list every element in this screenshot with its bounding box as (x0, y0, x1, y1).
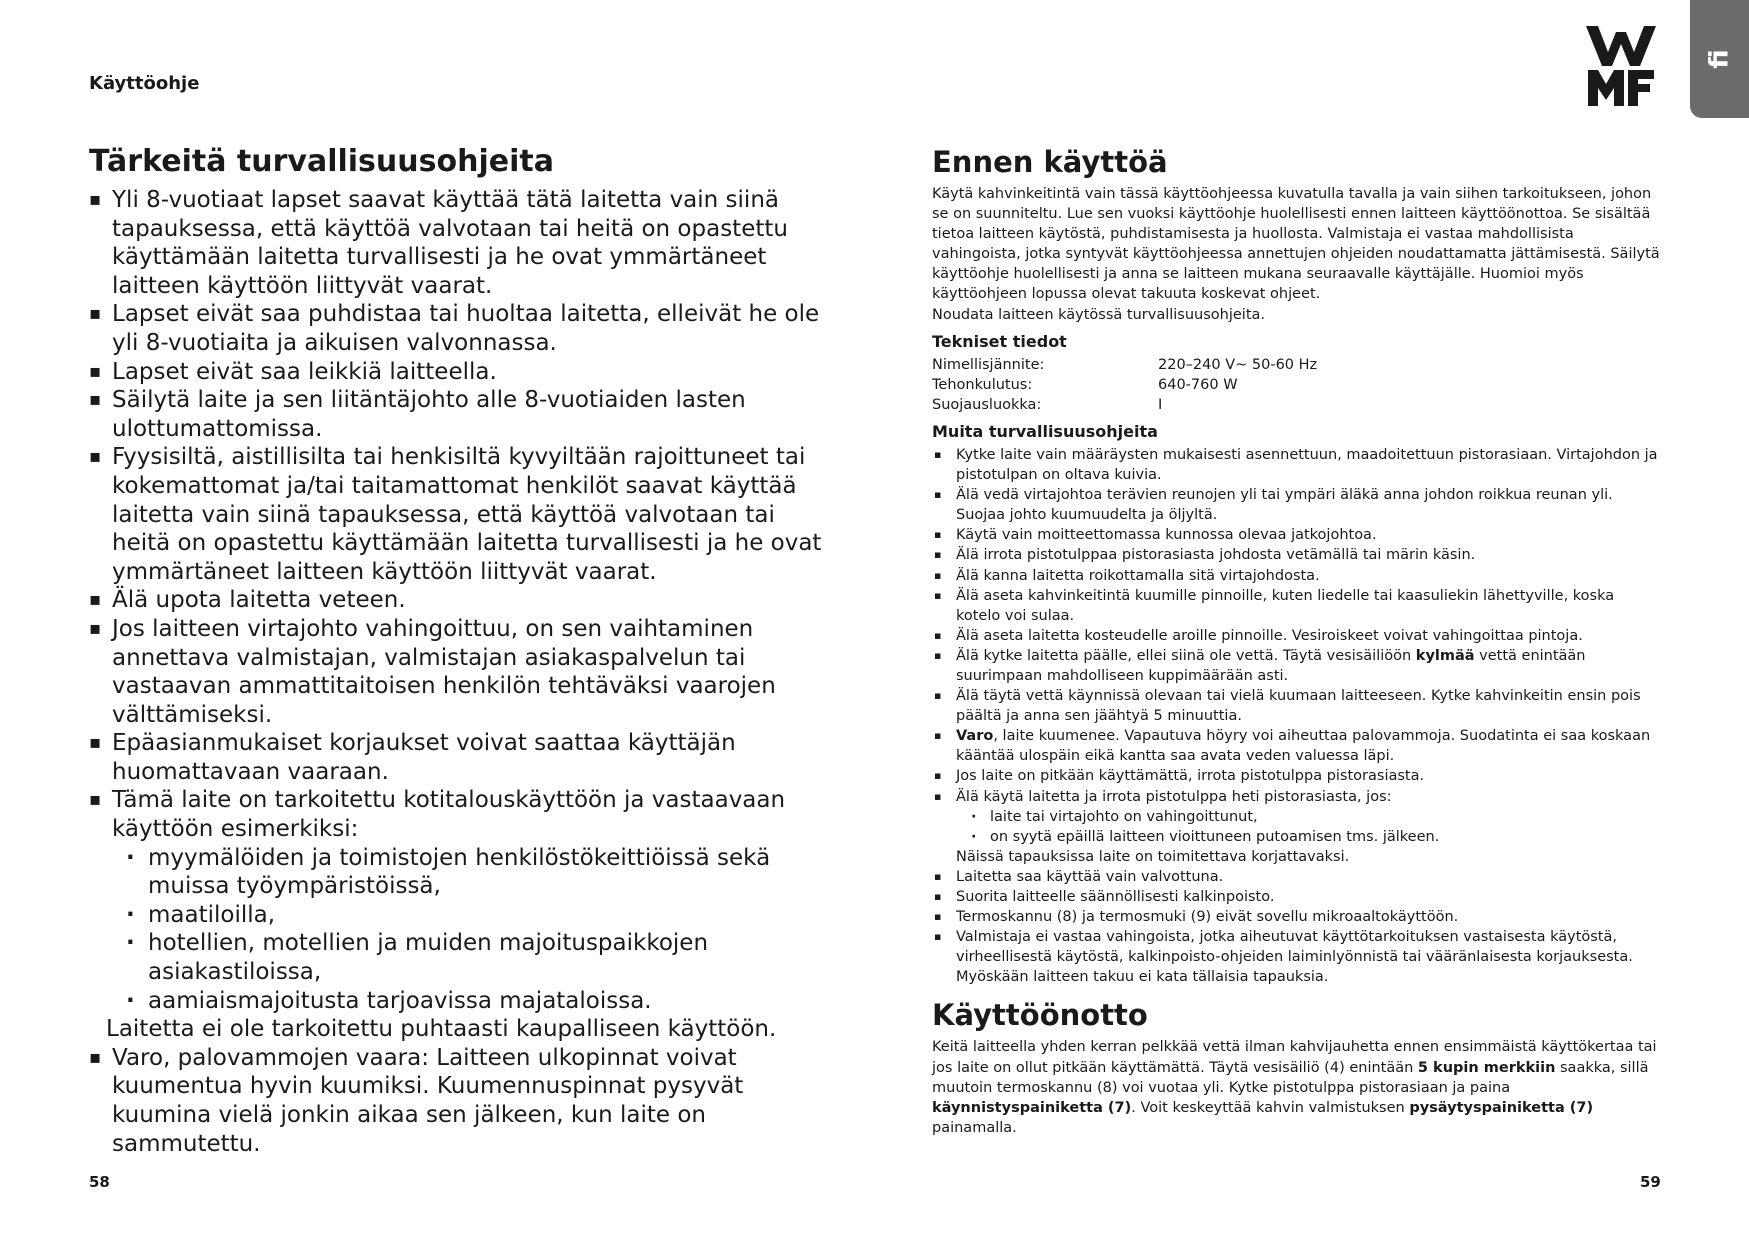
list-item (932, 726, 1662, 766)
list-item: ▪ Älä upota laitetta veteen. (89, 586, 829, 615)
list-item: ▪ Käytä vain moitteettomassa kunnossa olevaa jatkojohtoa. (932, 525, 1662, 545)
list-item: ▪ Lapset eivät saa leikkiä laitteella. (89, 358, 829, 387)
safety-list (89, 186, 829, 1015)
list-item: ▪ Älä kanna laitetta roikottamalla sitä virtajohdosta. (932, 566, 1662, 586)
before-use-title: Ennen käyttöä (932, 145, 1168, 179)
text: saakka, sillä muutoin termoskannu (8) voi vuotaa yli. Kytke pistotulppa pistorasiaan ja paina (932, 1059, 1649, 1096)
other-safety-list (932, 445, 1662, 988)
specs-title: Tekniset tiedot (932, 331, 1067, 351)
text: painamalla. (932, 1119, 1017, 1136)
first-use-paragraph (932, 1037, 1662, 1137)
list-item: ▪ Lapset eivät saa puhdistaa tai huoltaa laitetta, elleivät he ole yli 8-vuotiaita ja aikuisen valvonnassa. (89, 300, 829, 357)
language-tab (1690, 0, 1749, 118)
list-item: ▪ Jos laitteen virtajohto vahingoittuu, on sen vaihtaminen annettava valmistajan, valmistajan asiakaspalvelun tai vastaavan ammattitaitoisen henkilön tehtäväksi vaarojen välttämiseksi. (89, 615, 829, 729)
bold-text: pysäytyspainiketta (7) (1409, 1099, 1594, 1116)
bold-text: kylmää (1415, 647, 1475, 664)
wmf-logo (1586, 26, 1656, 106)
sub-list-item: · hotellien, motellien ja muiden majoituspaikkojen asiakastiloissa, (124, 929, 829, 986)
text: vettä enintään suurimpaan mahdolliseen kuppimäärään asti. (956, 647, 1586, 684)
list-item: ▪ Epäasianmukaiset korjaukset voivat saattaa käyttäjän huomattavaan vaaraan. (89, 729, 829, 786)
sub-list-item: · laite tai virtajohto on vahingoittunut, (968, 807, 1662, 827)
list-item-text: Tämä laite on tarkoitettu kotitalouskäyttöön ja vastaavaan käyttöön esimerkiksi: (112, 787, 786, 843)
list-item: ▪ Fyysisiltä, aistillisilta tai henkisiltä kyvyiltään rajoittuneet tai kokemattomat ja/tai taitamattomat henkilöt saavat käyttää laitetta vain siinä tapauksessa, että käyttöä valvotaan tai heitä on opastettu käyttämään laitetta turvallisesti ja he ovat ymmärtäneet laitteen käyttöön liittyvät vaarat. (89, 443, 829, 586)
list-item: ▪ Älä vedä virtajohtoa terävien reunojen yli tai ympäri äläkä anna johdon roikkua reunan yli. Suojaa johto kuumuudelta ja öljyltä. (932, 485, 1662, 525)
intro-paragraph: Käytä kahvinkeitintä vain tässä käyttöohjeessa kuvatulla tavalla ja vain siihen tarkoitukseen, johon se on suunniteltu. Lue sen vuoksi käyttöohje huolellisesti ennen laitteen käyttöönottoa. Se sisältää tietoa laitteen käytöstä, puhdistamisesta ja huollosta. Valmistaja ei vastaa mahdollisista vahingoista, jotka syntyvät käyttöohjeessa annettujen ohjeiden noudattamatta jättämisestä. Säilytä käyttöohje huolellisesti ja anna se laitteen mukana seuraavalle käyttäjälle. Huomioi myös käyttöohjeen lopussa olevat takuuta koskevat ohjeet. (932, 186, 1660, 303)
list-item (932, 787, 1662, 867)
text: Keitä laitteella yhden kerran pelkkää vettä ilman kahvijauhetta ennen ensimmäistä käyttökertaa tai jos laite on ollut pitkään käyttämättä. Täytä vesisäiliö (4) enintään (932, 1039, 1657, 1076)
spec-row (932, 375, 1662, 395)
list-item: ▪ Älä täytä vettä käynnissä olevaan tai vielä kuumaan laitteeseen. Kytke kahvinkeitin ensin pois päältä ja anna sen jäähtyä 5 minuuttia. (932, 686, 1662, 726)
list-item (89, 786, 829, 1015)
page-number-right: 59 (1640, 1173, 1661, 1191)
spec-value: 220–240 V~ 50-60 Hz (1158, 356, 1318, 373)
sub-list (124, 844, 829, 1016)
sub-list-item: · aamiaismajoitusta tarjoavissa majataloissa. (124, 987, 829, 1016)
bold-text: käynnistyspainiketta (7) (932, 1099, 1132, 1116)
spec-row (932, 395, 1662, 415)
spec-label: Nimellisjännite: (932, 356, 1045, 373)
text: . Voit keskeyttää kahvin valmistuksen (1131, 1099, 1410, 1116)
text: , laite kuumenee. Vapautuva höyry voi aiheuttaa palovammoja. Suodatinta ei saa koskaan kääntää ulospäin eikä kantta saa avata veden valuessa läpi. (956, 728, 1651, 765)
list-item-text: Älä käytä laitetta ja irrota pistotulppa heti pistorasiasta, jos: (956, 788, 1392, 805)
list-item: ▪ Varo, palovammojen vaara: Laitteen ulkopinnat voivat kuumentua hyvin kuumiksi. Kuumennuspinnat pysyvät kuumina vielä jonkin aikaa sen jälkeen, kun laite on sammutettu. (89, 1044, 829, 1158)
list-item: ▪ Yli 8-vuotiaat lapset saavat käyttää tätä laitetta vain siinä tapauksessa, että käyttöä valvotaan tai heitä on opastettu käyttämään laitetta turvallisesti ja he ovat ymmärtäneet laitteen käyttöön liittyvät vaarat. (89, 186, 829, 300)
list-item (932, 646, 1662, 686)
spec-value: I (1158, 396, 1163, 413)
list-item: ▪ Kytke laite vain määräysten mukaisesti asennettuun, maadoitettuun pistorasiaan. Virtajohdon ja pistotulpan on oltava kuivia. (932, 445, 1662, 485)
first-use-title: Käyttöönotto (932, 998, 1148, 1033)
commercial-use-note: Laitetta ei ole tarkoitettu puhtaasti kaupalliseen käyttöön. (106, 1016, 777, 1043)
sub-list (968, 807, 1662, 847)
spec-row (932, 355, 1662, 375)
bold-text: 5 kupin merkkiin (1417, 1059, 1556, 1076)
spec-label: Tehonkulutus: (932, 376, 1033, 393)
list-item: ▪ Valmistaja ei vastaa vahingoista, jotka aiheutuvat käyttötarkoituksen vastaisesta käytöstä, virheellisestä käytöstä, kalkinpoisto-ohjeiden laiminlyönnistä tai vääränlaisesta korjauksesta. Myöskään laitteen takuu ei kata tällaisia tapauksia. (932, 927, 1662, 987)
list-item: ▪ Laitetta saa käyttää vain valvottuna. (932, 867, 1662, 887)
list-item: ▪ Termoskannu (8) ja termosmuki (9) eivät sovellu mikroaaltokäyttöön. (932, 907, 1662, 927)
list-item: ▪ Säilytä laite ja sen liitäntäjohto alle 8-vuotiaiden lasten ulottumattomissa. (89, 386, 829, 443)
list-item: ▪ Älä irrota pistotulppaa pistorasiasta johdosta vetämällä tai märin käsin. (932, 545, 1662, 565)
left-column (89, 144, 829, 1158)
safety-title: Tärkeitä turvallisuusohjeita (89, 144, 554, 179)
document-header-label: Käyttöohje (89, 73, 200, 94)
bold-text: Varo (956, 728, 994, 745)
page-number-left: 58 (89, 1173, 110, 1191)
list-item: ▪ Jos laite on pitkään käyttämättä, irrota pistotulppa pistorasiasta. (932, 766, 1662, 786)
right-column (932, 144, 1662, 1138)
intro-paragraph-2: Noudata laitteen käytössä turvallisuusohjeita. (932, 306, 1265, 323)
list-item: ▪ Suorita laitteelle säännöllisesti kalkinpoisto. (932, 887, 1662, 907)
spec-label: Suojausluokka: (932, 396, 1042, 413)
repair-note: Näissä tapauksissa laite on toimitettava korjattavaksi. (956, 848, 1350, 865)
list-item: ▪ Älä aseta laitetta kosteudelle aroille pinnoille. Vesiroiskeet voivat vahingoittaa pintoja. (932, 626, 1662, 646)
sub-list-item: · maatiloilla, (124, 901, 829, 930)
sub-list-item: · on syytä epäillä laitteen vioittuneen putoamisen tms. jälkeen. (968, 827, 1662, 847)
sub-list-item: · myymälöiden ja toimistojen henkilöstökeittiöissä sekä muissa työympäristöissä, (124, 844, 829, 901)
safety-list-end (89, 1044, 829, 1158)
list-item: ▪ Älä aseta kahvinkeitintä kuumille pinnoille, kuten liedelle tai kaasuliekin lähettyville, koska kotelo voi sulaa. (932, 586, 1662, 626)
language-tab-label: fi (1704, 49, 1735, 69)
text: Älä kytke laitetta päälle, ellei siinä ole vettä. Täytä vesisäiliöön (956, 647, 1416, 664)
other-safety-title: Muita turvallisuusohjeita (932, 421, 1158, 441)
spec-value: 640-760 W (1158, 376, 1238, 393)
